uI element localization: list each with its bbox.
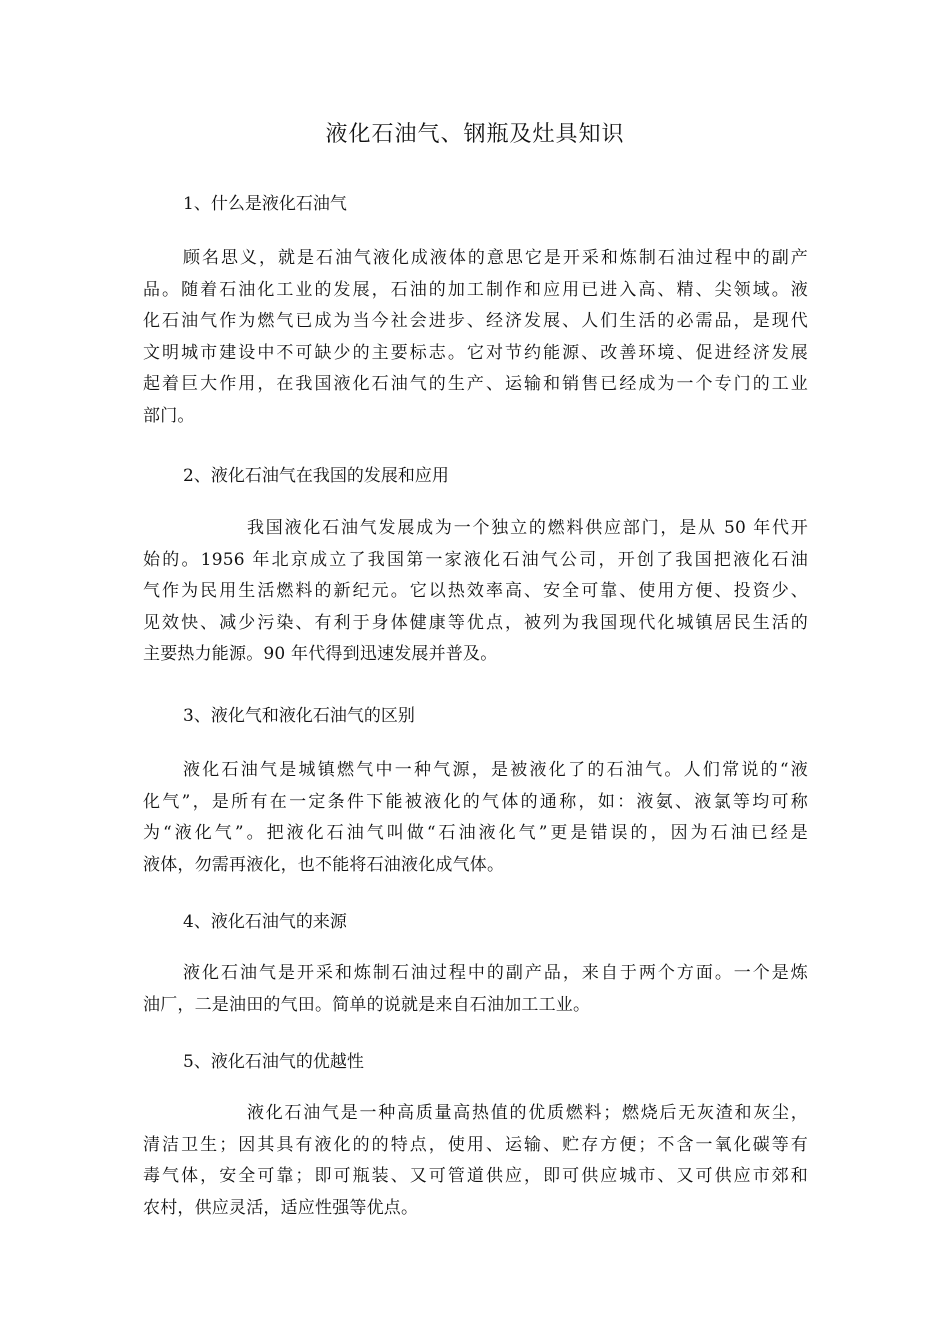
paragraph-line: 液化石油气是开采和炼制石油过程中的副产品，来自于两个方面。一个是炼	[183, 963, 808, 983]
paragraph-line: 清洁卫生；因其具有液化的的特点，使用、运输、贮存方便；不含一氧化碳等有	[143, 1134, 808, 1155]
section-heading-5: 5、液化石油气的优越性	[183, 1052, 364, 1072]
page-title: 液化石油气、钢瓶及灶具知识	[325, 122, 625, 147]
paragraph-line: 见效快、减少污染、有利于身体健康等优点，被列为我国现代化城镇居民生活的	[143, 612, 808, 633]
paragraph-line: 起着巨大作用，在我国液化石油气的生产、运输和销售已经成为一个专门的工业	[143, 374, 808, 394]
paragraph-line: 为“液化气”。把液化石油气叫做“石油液化气”更是错误的，因为石油已经是	[143, 823, 808, 843]
section-heading-3: 3、液化气和液化石油气的区别	[183, 706, 415, 726]
section-paragraph-1	[143, 243, 808, 432]
paragraph-line: 部门。	[143, 405, 195, 426]
paragraph-line: 我国液化石油气发展成为一个独立的燃料供应部门，是从 50 年代开	[247, 518, 808, 538]
paragraph-line: 始的。1956 年北京成立了我国第一家液化石油气公司，开创了我国把液化石油	[143, 549, 808, 570]
paragraph-line: 油厂，二是油田的气田。简单的说就是来自石油加工工业。	[143, 994, 591, 1015]
paragraph-line: 文明城市建设中不可缺少的主要标志。它对节约能源、改善环境、促进经济发展	[143, 342, 808, 363]
paragraph-line: 品。随着石油化工业的发展，石油的加工制作和应用已进入高、精、尖领域。液	[143, 279, 808, 300]
paragraph-line: 液化石油气是城镇燃气中一种气源，是被液化了的石油气。人们常说的“液	[183, 760, 808, 780]
section-paragraph-2	[143, 513, 808, 671]
section-paragraph-4	[143, 958, 808, 1021]
paragraph-line: 毒气体，安全可靠；即可瓶装、又可管道供应，即可供应城市、又可供应市郊和	[143, 1166, 808, 1186]
section-heading-1: 1、什么是液化石油气	[183, 194, 347, 214]
paragraph-line: 主要热力能源。90 年代得到迅速发展并普及。	[143, 644, 498, 664]
paragraph-line: 化气”，是所有在一定条件下能被液化的气体的通称，如：液氨、液氯等均可称	[143, 791, 808, 812]
section-heading-2: 2、液化石油气在我国的发展和应用	[183, 466, 449, 486]
paragraph-line: 气作为民用生活燃料的新纪元。它以热效率高、安全可靠、使用方便、投资少、	[143, 581, 808, 601]
paragraph-line: 液体，勿需再液化，也不能将石油液化成气体。	[143, 854, 505, 875]
paragraph-line: 化石油气作为燃气已成为当今社会进步、经济发展、人们生活的必需品，是现代	[143, 311, 808, 331]
paragraph-line: 农村，供应灵活，适应性强等优点。	[143, 1197, 419, 1218]
paragraph-line: 液化石油气是一种高质量高热值的优质燃料；燃烧后无灰渣和灰尘，	[247, 1103, 808, 1123]
paragraph-line: 顾名思义，就是石油气液化成液体的意思它是开采和炼制石油过程中的副产	[183, 248, 808, 268]
section-heading-4: 4、液化石油气的来源	[183, 912, 347, 932]
section-paragraph-5	[143, 1098, 808, 1224]
section-paragraph-3	[143, 755, 808, 881]
